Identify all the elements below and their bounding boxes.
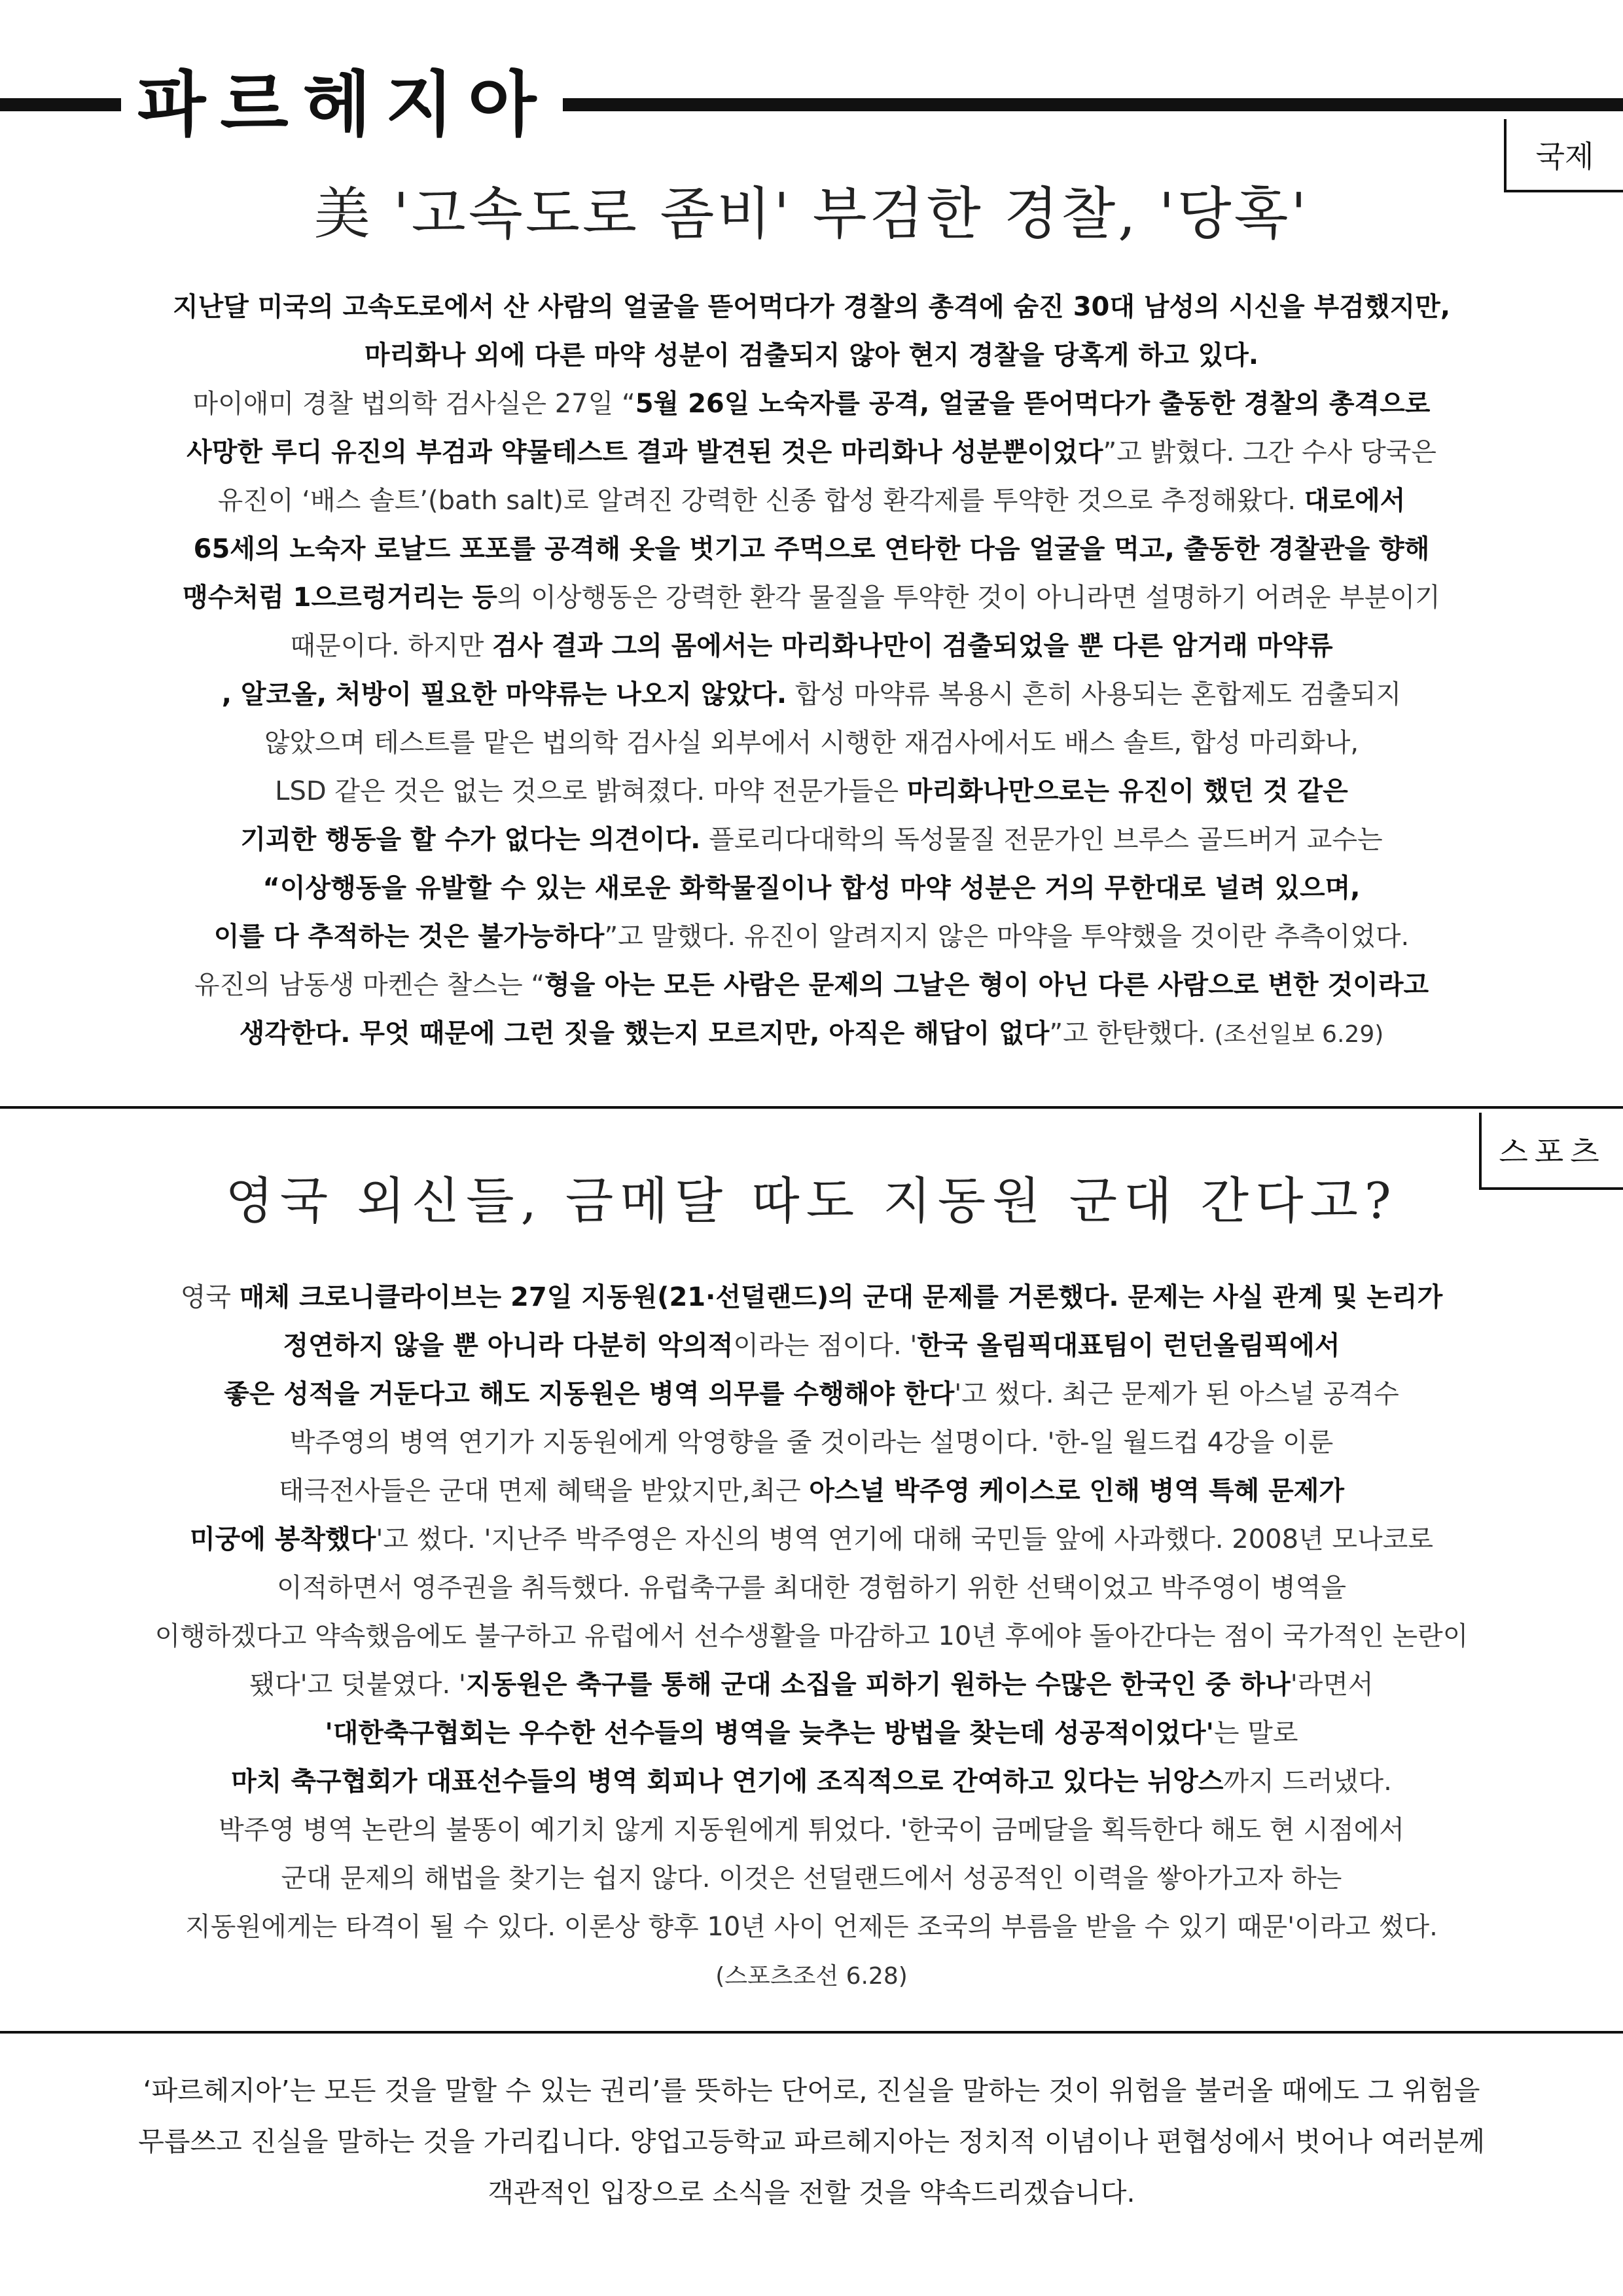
emphasis-text: 지동원은 축구를 통해 군대 소집을 피하기 원하는 수많은 한국인 중 하나 — [465, 1670, 1291, 1700]
article-line — [52, 1951, 1571, 2000]
emphasis-text: 지난달 미국의 고속도로에서 산 사람의 얼굴을 뜯어먹다가 경찰의 총격에 숨진 30대 남성의 시신을 부검했지만, — [172, 292, 1451, 322]
emphasis-text: , 알코올, 처방이 필요한 마약류는 나오지 않았다. — [221, 679, 787, 709]
article-line — [52, 380, 1571, 428]
body-text: 합성 마약류 복용시 흔히 사용되는 혼합제도 검출되지 — [787, 679, 1402, 709]
emphasis-text: 검사 결과 그의 몸에서는 마리화나만이 검출되었을 뿐 다른 암거래 마약류 — [492, 631, 1333, 661]
body-text: 때문이다. 하지만 — [290, 631, 493, 661]
masthead-title: 파르헤지아 — [137, 63, 551, 146]
emphasis-text: 맹수처럼 1으르렁거리는 등 — [183, 583, 497, 613]
article-line — [52, 1709, 1571, 1757]
body-text: 유진이 ‘배스 솔트’(bath salt)로 알려진 강력한 신종 합성 환각제를 투약한 것으로 추정해왔다. — [217, 486, 1304, 516]
emphasis-text: 정연하지 않을 뿐 아니라 다분히 악의적 — [283, 1331, 734, 1361]
body-text: 까지 드러냈다. — [1223, 1767, 1392, 1797]
article-line — [52, 428, 1571, 476]
article-line — [52, 1273, 1571, 1321]
body-text: '고 썼다. 최근 문제가 된 아스널 공격수 — [954, 1379, 1399, 1409]
article-line — [52, 1903, 1571, 1951]
body-text: 의 이상행동은 강력한 환각 물질을 투약한 것이 아니라면 설명하기 어려운 부분이기 — [497, 583, 1440, 613]
emphasis-text: '대한축구협회는 우수한 선수들의 병역을 늦추는 방법을 찾는데 성공적이었다' — [325, 1718, 1214, 1748]
body-text: 박주영의 병역 연기가 지동원에게 악영향을 줄 것이라는 설명이다. '한-일 월드컵 4강을 이룬 — [289, 1427, 1334, 1458]
body-text: 박주영 병역 논란의 불똥이 예기치 않게 지동원에게 튀었다. '한국이 금메달을 획득한다 해도 현 시점에서 — [219, 1815, 1404, 1845]
emphasis-text: 좋은 성적을 거둔다고 해도 지동원은 병역 의무를 수행해야 한다 — [224, 1379, 955, 1409]
article-sports — [52, 1273, 1571, 2000]
emphasis-text: 미궁에 봉착했다 — [190, 1524, 376, 1554]
article-world — [52, 283, 1571, 1058]
emphasis-text: 마리화나만으로는 유진이 했던 것 같은 — [906, 776, 1348, 806]
body-text: LSD 같은 것은 없는 것으로 밝혀졌다. 마약 전문가들은 — [275, 776, 907, 806]
body-text: 유진의 남동생 마켄슨 찰스는 “ — [194, 970, 545, 1000]
emphasis-text: “이상행동을 유발할 수 있는 새로운 화학물질이나 합성 마약 성분은 거의 무한대로 널려 있으며, — [262, 873, 1361, 903]
article-line — [52, 573, 1571, 622]
article-line — [52, 476, 1571, 525]
body-text: ”고 한탄했다. — [1049, 1018, 1215, 1049]
body-text: 이행하겠다고 약속했음에도 불구하고 유럽에서 선수생활을 마감하고 10년 후에야 돌아간다는 점이 국가적인 논란이 — [154, 1621, 1469, 1651]
headline-sports: 영국 외신들, 금메달 따도 지동원 군대 간다고? — [225, 1172, 1398, 1230]
body-text: '고 썼다. '지난주 박주영은 자신의 병역 연기에 대해 국민들 앞에 사과했다. 2008년 모나코로 — [376, 1524, 1433, 1554]
article-line — [52, 1370, 1571, 1418]
emphasis-text: 마리화나 외에 다른 마약 성분이 검출되지 않아 현지 경찰을 당혹게 하고 있다. — [364, 340, 1259, 370]
emphasis-text: 매체 크로니클라이브는 27일 지동원(21·선덜랜드)의 군대 문제를 거론했다. 문제는 사실 관계 및 논리가 — [239, 1282, 1443, 1312]
body-text: 마이애미 경찰 법의학 검사실은 27일 “ — [192, 389, 635, 419]
article-line — [52, 622, 1571, 670]
body-text: 군대 문제의 해법을 찾기는 쉽지 않다. 이것은 선덜랜드에서 성공적인 이력을 쌓아가고자 하는 — [281, 1863, 1342, 1893]
body-text: 이적하면서 영주권을 취득했다. 유럽축구를 최대한 경험하기 위한 선택이었고 박주영이 병역을 — [276, 1573, 1347, 1603]
footer-line: ‘파르헤지아’는 모든 것을 말할 수 있는 권리’를 뜻하는 단어로, 진실을 말하는 것이 위험을 불러올 때에도 그 위험을 — [143, 2075, 1480, 2106]
article-line — [52, 1612, 1571, 1660]
footer-divider — [0, 2031, 1623, 2034]
article-line — [52, 816, 1571, 864]
body-text: 지동원에게는 타격이 될 수 있다. 이론상 향후 10년 사이 언제든 조국의 부름을 받을 수 있기 때문'이라고 썼다. — [185, 1912, 1438, 1942]
article-line — [52, 1854, 1571, 1903]
masthead-rule-right — [563, 98, 1623, 111]
body-text: 이라는 점이다. ' — [733, 1331, 918, 1361]
emphasis-text: 5월 26일 노숙자를 공격, 얼굴을 뜯어먹다가 출동한 경찰의 총격으로 — [635, 389, 1431, 419]
article-line — [52, 1418, 1571, 1467]
masthead-rule-left — [0, 98, 121, 111]
emphasis-text: 사망한 루디 유진의 부검과 약물테스트 결과 발견된 것은 마리화나 성분뿐이었다 — [187, 437, 1103, 467]
article-line — [52, 1467, 1571, 1515]
article-line — [52, 525, 1571, 573]
emphasis-text: 형을 아는 모든 사람은 문제의 그날은 형이 아닌 다른 사람으로 변한 것이라고 — [544, 970, 1429, 1000]
headline-world: 美 '고속도로 좀비' 부검한 경찰, '당혹' — [313, 181, 1310, 247]
article-line — [52, 1564, 1571, 1612]
article-line — [52, 961, 1571, 1009]
article-line — [52, 767, 1571, 816]
masthead — [0, 65, 1623, 144]
body-text: 플로리다대학의 독성물질 전문가인 브루스 골드버거 교수는 — [700, 825, 1383, 855]
footer-line: 무릅쓰고 진실을 말하는 것을 가리킵니다. 양업고등학교 파르헤지아는 정치적 이념이나 편협성에서 벗어나 여러분께 — [138, 2126, 1485, 2157]
section-tag-sports: 스포츠 — [1479, 1113, 1623, 1190]
article-line — [52, 1757, 1571, 1806]
article-line — [52, 670, 1571, 719]
article-line — [52, 1806, 1571, 1854]
emphasis-text: 한국 올림픽대표팀이 런던올림픽에서 — [917, 1331, 1340, 1361]
section-divider — [0, 1106, 1623, 1109]
body-text: 됐다'고 덧붙였다. ' — [249, 1670, 466, 1700]
article-line — [52, 864, 1571, 912]
article-line — [52, 283, 1571, 331]
body-text: 태극전사들은 군대 면제 혜택을 받았지만,최근 — [278, 1476, 810, 1506]
article-line — [52, 912, 1571, 961]
section-tag-world: 국제 — [1504, 119, 1623, 192]
article-line — [52, 331, 1571, 380]
body-text: '라면서 — [1290, 1670, 1374, 1700]
article-line — [52, 1009, 1571, 1058]
emphasis-text: 이를 다 추적하는 것은 불가능하다 — [213, 922, 605, 952]
emphasis-text: 대로에서 — [1304, 486, 1406, 516]
footer-statement — [39, 2065, 1584, 2218]
article-line — [52, 1321, 1571, 1370]
emphasis-text: 마치 축구협회가 대표선수들의 병역 회피나 연기에 조직적으로 간여하고 있다는 뉘앙스 — [231, 1767, 1224, 1797]
emphasis-text: 기괴한 행동을 할 수가 없다는 의견이다. — [240, 825, 701, 855]
article-line — [52, 1660, 1571, 1709]
body-text: ”고 말했다. 유진이 알려지지 않은 마약을 투약했을 것이란 추측이었다. — [604, 922, 1410, 952]
emphasis-text: 생각한다. 무엇 때문에 그런 짓을 했는지 모르지만, 아직은 해답이 없다 — [239, 1018, 1050, 1049]
article-line — [52, 719, 1571, 767]
emphasis-text: 아스널 박주영 케이스로 인해 병역 특혜 문제가 — [809, 1476, 1345, 1506]
body-text: 영국 — [180, 1282, 240, 1312]
body-text: ”고 밝혔다. 그간 수사 당국은 — [1103, 437, 1436, 467]
emphasis-text: 65세의 노숙자 로날드 포포를 공격해 옷을 벗기고 주먹으로 연타한 다음 얼굴을 먹고, 출동한 경찰관을 향해 — [193, 534, 1430, 564]
source-citation: (조선일보 6.29) — [1214, 1021, 1384, 1048]
body-text: 않았으며 테스트를 맡은 법의학 검사실 외부에서 시행한 재검사에서도 배스 솔트, 합성 마리화나, — [264, 728, 1359, 758]
body-text: 는 말로 — [1213, 1718, 1298, 1748]
source-citation: (스포츠조선 6.28) — [715, 1963, 908, 1990]
footer-line: 객관적인 입장으로 소식을 전할 것을 약속드리겠습니다. — [488, 2177, 1135, 2208]
article-line — [52, 1515, 1571, 1564]
